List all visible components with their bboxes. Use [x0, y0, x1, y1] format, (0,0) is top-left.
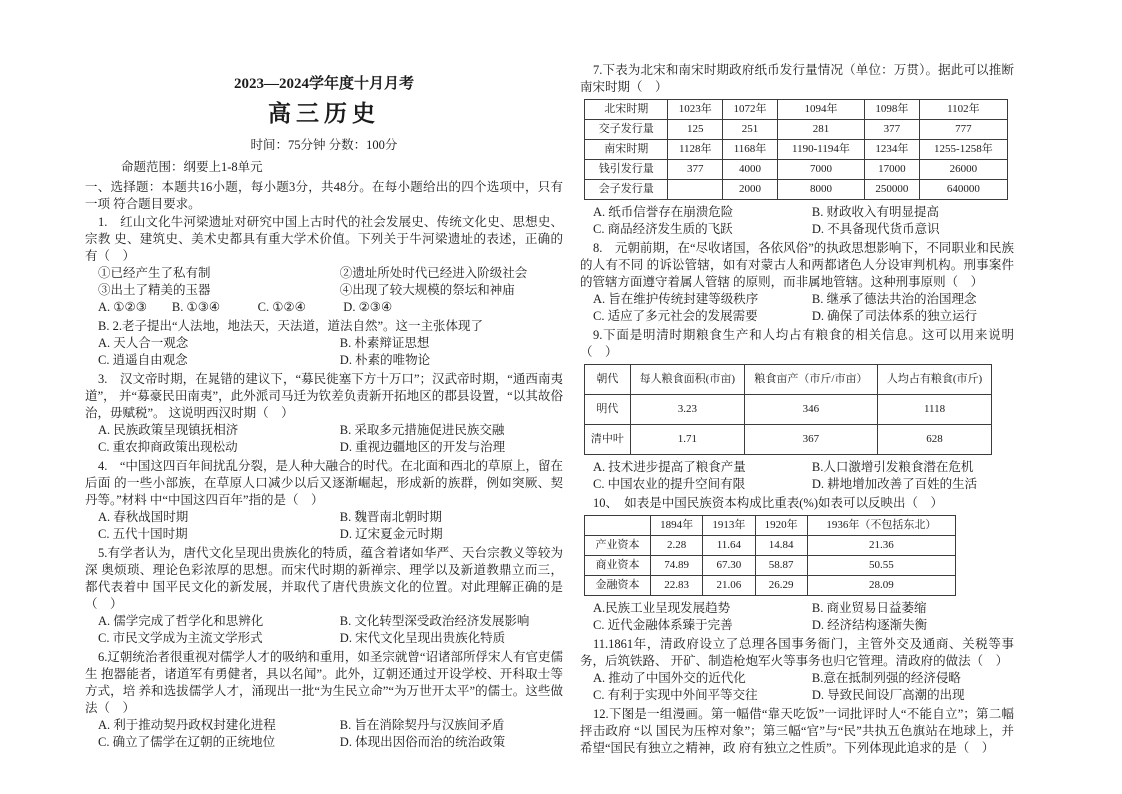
table-row	[585, 576, 956, 596]
option: A. 旨在维护传统封建等级秩序	[593, 292, 759, 306]
option: B. 继承了德法共治的治国理念	[811, 292, 977, 306]
option: C. 商品经济发生质的飞跃	[593, 222, 733, 236]
option: ③出土了精美的玉器	[98, 283, 211, 297]
option-row	[85, 422, 563, 439]
option: ①已经产生了私有制	[98, 266, 211, 280]
option: A. 民族政策呈现镇抚相济	[98, 423, 239, 437]
question-4	[85, 458, 563, 543]
table-row	[585, 140, 1008, 160]
option: A. 利于推动契丹政权封建化进程	[98, 718, 276, 732]
ming-qing-grain-table	[584, 364, 992, 455]
table-cell: 商业资本	[585, 556, 651, 576]
table-cell: 28.09	[807, 576, 955, 596]
option: B. 魏晋南北朝时期	[339, 510, 442, 524]
option-row	[85, 717, 563, 734]
option: D. 重视边疆地区的开发与治理	[339, 440, 506, 454]
table-row	[585, 120, 1008, 140]
question-2-stem: B. 2.老子提出“人法地，地法天，天法道，道法自然”。这一主张体现了	[98, 319, 484, 333]
table-cell: 1168年	[723, 140, 778, 160]
exam-time-score: 时间：75分钟 分数：100分	[250, 138, 398, 152]
question-9-options	[580, 459, 1014, 493]
table-cell	[668, 180, 723, 200]
exam-header	[85, 76, 563, 176]
question-5	[85, 545, 563, 647]
table-cell: 1098年	[865, 100, 920, 120]
question-7-stem: 7.下表为北宋和南宋时期政府纸币发行量情况（单位：万贯）。据此可以推断南宋时期（ ）	[580, 63, 1014, 94]
table-cell: 1023年	[668, 100, 723, 120]
table-cell: 人均占有粮食(市斤)	[878, 365, 992, 395]
table-cell: 628	[878, 425, 992, 455]
question-4-options	[85, 509, 563, 543]
table-cell: 367	[744, 425, 877, 455]
table-cell: 每人粮食面积(市亩)	[630, 365, 744, 395]
question-5-stem: 5.有学者认为，唐代文化呈现出贵族化的特质，蕴含着诸如华严、天台宗教义等较为深 奥烦琐、理论色彩浓厚的思想。而宋代时期的新禅宗、理学以及新道教鼎立而三，都代表着中 国平民文化的新发展，并取代了唐代贵族文化的位置。对此理解正确的是（ ）	[85, 546, 563, 611]
table-cell: 南宋时期	[585, 140, 668, 160]
question-11	[580, 636, 1014, 704]
option: ④出现了较大规模的祭坛和神庙	[339, 283, 515, 297]
question-10	[580, 495, 1014, 634]
table-cell: 67.30	[703, 556, 755, 576]
option: D. 宋代文化呈现出贵族化特质	[339, 631, 506, 645]
option-row	[85, 352, 563, 369]
question-11-options	[580, 670, 1014, 704]
option: B.意在抵制列强的经济侵略	[811, 671, 961, 685]
table-cell: 125	[668, 120, 723, 140]
table-cell: 金融资本	[585, 576, 651, 596]
option-row	[580, 687, 1014, 704]
table-cell: 26000	[919, 160, 1007, 180]
question-1-options	[85, 265, 563, 316]
table-cell: 346	[744, 395, 877, 425]
question-2	[85, 318, 563, 369]
question-9	[580, 327, 1014, 493]
option-row	[85, 335, 563, 352]
option-row	[580, 600, 1014, 617]
table-cell: 会子发行量	[585, 180, 668, 200]
table-cell: 1190-1194年	[777, 140, 864, 160]
question-10-stem: 10、 如表是中国民族资本构成比重表(%)如表可以反映出（ ）	[593, 496, 943, 510]
table-cell: 8000	[777, 180, 864, 200]
option: B. 财政收入有明显提高	[811, 205, 939, 219]
option-row	[85, 509, 563, 526]
question-9-stem: 9.下面是明清时期粮食生产和人均占有粮食的相关信息。这可以用来说明（ ）	[580, 328, 1014, 359]
exam-scope: 命题范围：纲要上1-8单元	[121, 160, 263, 174]
table-cell: 2000	[723, 180, 778, 200]
question-3	[85, 371, 563, 456]
question-6-stem: 6.辽朝统治者很重视对儒学人才的吸纳和重用，如圣宗就曾“诏诸部所俘宋人有官吏儒生 抱器能者，诸道军有勇健者，具以名闻”。此外，辽朝还通过开设学校、开科取士等方式，培 养和选拔儒学人才，涌现出一批“为生民立命”“为万世开太平”的儒士。这些做法（ ）	[85, 650, 563, 715]
left-column	[85, 0, 563, 753]
option: A. 纸币信誉存在崩溃危险	[593, 205, 734, 219]
option-row	[85, 734, 563, 751]
table-row	[585, 160, 1008, 180]
table-cell: 640000	[919, 180, 1007, 200]
option: B. 采取多元措施促进民族交融	[339, 423, 505, 437]
table-row	[585, 556, 956, 576]
table-cell: 北宋时期	[585, 100, 668, 120]
table-row	[585, 395, 992, 425]
option: B. 朴素辩证思想	[339, 336, 430, 350]
table-cell: 清中叶	[585, 425, 631, 455]
table-cell	[585, 516, 651, 536]
option: D. 导致民间设厂高潮的出现	[811, 688, 965, 702]
table-cell: 1102年	[919, 100, 1007, 120]
table-cell: 11.64	[703, 536, 755, 556]
option: C. 近代金融体系臻于完善	[593, 618, 733, 632]
option: C. 确立了儒学在辽朝的正统地位	[98, 735, 276, 749]
table-row	[585, 536, 956, 556]
option-row	[580, 204, 1014, 221]
option: C. 中国农业的提升空间有限	[593, 477, 746, 491]
option: A. 技术进步提高了粮食产量	[593, 460, 746, 474]
table-cell: 3.23	[630, 395, 744, 425]
table-cell: 1936年（不包括东北）	[807, 516, 955, 536]
table-cell: 377	[668, 160, 723, 180]
table-cell: 产业资本	[585, 536, 651, 556]
question-12-stem: 12.下图是一组漫画。第一幅借“靠天吃饭”一词批评时人“不能自立”；第二幅抨击政府 “以 国民为压榨对象”；第三幅“官”与“民”共执五色旗站在地球上，并希望“国民有独立之精神，政 府有独立之性质”。下列体现此追求的是（ ）	[580, 707, 1014, 755]
table-cell: 58.87	[755, 556, 807, 576]
table-cell: 交子发行量	[585, 120, 668, 140]
option: D. 辽宋夏金元时期	[339, 527, 443, 541]
question-12	[580, 706, 1014, 757]
table-cell: 7000	[777, 160, 864, 180]
exam-subject-title: 高三历史	[268, 101, 380, 126]
option: C. 适应了多元社会的发展需要	[593, 309, 758, 323]
question-7	[580, 62, 1014, 238]
table-cell: 251	[723, 120, 778, 140]
question-8	[580, 240, 1014, 325]
option-row	[580, 476, 1014, 493]
table-cell: 50.55	[807, 556, 955, 576]
table-cell: 17000	[865, 160, 920, 180]
table-cell: 1234年	[865, 140, 920, 160]
table-cell: 250000	[865, 180, 920, 200]
table-cell: 377	[865, 120, 920, 140]
table-cell: 21.36	[807, 536, 955, 556]
option: ②遗址所处时代已经进入阶级社会	[339, 266, 528, 280]
exam-session-title: 2023—2024学年度十月月考	[233, 76, 414, 92]
question-6	[85, 649, 563, 751]
question-1	[85, 214, 563, 316]
option: A. 儒学完成了哲学化和思辨化	[98, 614, 264, 628]
option-row	[85, 299, 563, 316]
option: A. 推动了中国外交的近代化	[593, 671, 746, 685]
option-row	[85, 613, 563, 630]
paper-money-issuance-table	[584, 99, 1008, 200]
table-row	[585, 100, 1008, 120]
option-row	[85, 526, 563, 543]
table-cell: 1118	[878, 395, 992, 425]
table-cell: 4000	[723, 160, 778, 180]
question-5-options	[85, 613, 563, 647]
question-7-options	[580, 204, 1014, 238]
option-row	[85, 630, 563, 647]
table-row	[585, 425, 992, 455]
question-1-stem: 1. 红山文化牛河梁遗址对研究中国上古时代的社会发展史、传统文化史、思想史、宗教 史、建筑史、美术史都具有重大学术价值。下列关于牛河梁遗址的表述，正确的有（ ）	[85, 215, 563, 263]
table-cell: 1.71	[630, 425, 744, 455]
table-cell: 14.84	[755, 536, 807, 556]
option-row	[85, 282, 563, 299]
table-cell: 1094年	[777, 100, 864, 120]
question-6-options	[85, 717, 563, 751]
option: D. 体现出因俗而治的统治政策	[339, 735, 506, 749]
question-2-options	[85, 335, 563, 369]
option-row	[580, 291, 1014, 308]
table-cell: 粮食亩产（市斤/市亩）	[744, 365, 877, 395]
option: A. 春秋战国时期	[98, 510, 189, 524]
table-cell: 74.89	[650, 556, 702, 576]
option: A.民族工业呈现发展趋势	[593, 601, 731, 615]
option: B.人口激增引发粮食潜在危机	[811, 460, 974, 474]
option: D. 朴素的唯物论	[339, 353, 431, 367]
table-cell: 281	[777, 120, 864, 140]
option: B. 商业贸易日益萎缩	[811, 601, 927, 615]
option-row	[85, 265, 563, 282]
question-4-stem: 4. “中国这四百年间扰乱分裂，是人种大融合的时代。在北面和西北的草原上，留在后面 的一些小部族，在草原人口减少以后又逐渐崛起，形成新的族群，例如突厥、契丹等。”材料 中“中国这四百年”指的是（ ）	[85, 459, 563, 507]
question-10-options	[580, 600, 1014, 634]
option: C. 逍遥自由观念	[98, 353, 188, 367]
option-row	[85, 439, 563, 456]
option: C. 市民文学成为主流文学形式	[98, 631, 263, 645]
option-row	[580, 617, 1014, 634]
table-cell: 1128年	[668, 140, 723, 160]
option: C. 五代十国时期	[98, 527, 188, 541]
table-cell: 22.83	[650, 576, 702, 596]
national-capital-composition-table	[584, 515, 956, 596]
question-8-stem: 8. 元朝前期，在“尽收诸国，各依风俗”的执政思想影响下，不同职业和民族的人有不同 的诉讼管辖，如有对蒙古人和两都诸色人分设审判机构。刑事案件的管辖方面遵守着属人管辖 的原则，而非属地管辖。这种刑事原则（ ）	[580, 241, 1014, 289]
table-cell: 钱引发行量	[585, 160, 668, 180]
option: C. 重农抑商政策出现松动	[98, 440, 238, 454]
table-cell: 2.28	[650, 536, 702, 556]
option-row	[580, 221, 1014, 238]
table-row	[585, 180, 1008, 200]
table-cell: 1255-1258年	[919, 140, 1007, 160]
table-cell: 26.29	[755, 576, 807, 596]
section-one-intro: 一、选择题：本题共16小题，每小题3分，共48分。在每小题给出的四个选项中，只有一项 符合题目要求。	[85, 180, 563, 211]
option: B. 文化转型深受政治经济发展影响	[339, 614, 530, 628]
option: A. 天人合一观念	[98, 336, 189, 350]
table-cell: 明代	[585, 395, 631, 425]
question-8-options	[580, 291, 1014, 325]
table-cell: 1072年	[723, 100, 778, 120]
table-cell: 21.06	[703, 576, 755, 596]
table-cell: 1920年	[755, 516, 807, 536]
table-row	[585, 365, 992, 395]
table-cell: 777	[919, 120, 1007, 140]
table-cell: 1894年	[650, 516, 702, 536]
question-11-stem: 11.1861年，清政府设立了总理各国事务衙门，主管外交及通商、关税等事务，后筑铁路、 开矿、制造枪炮军火等事务也归它管理。清政府的做法（ ）	[580, 637, 1014, 668]
option: D. 耕地增加改善了百姓的生活	[811, 477, 978, 491]
option: A. ①②③ B. ①③④ C. ①②④ D. ②③④	[98, 300, 393, 314]
option: D. 不具备现代货币意识	[811, 222, 940, 236]
option: C. 有利于实现中外间平等交往	[593, 688, 758, 702]
table-cell: 1913年	[703, 516, 755, 536]
option: D. 经济结构逐渐失衡	[811, 618, 928, 632]
question-3-stem: 3. 汉文帝时期，在晁错的建议下，“募民徙塞下方十万口”；汉武帝时期，“通西南夷道”， 并“募豪民田南夷”，此外派司马迁为钦差负责新开拓地区的郡县设置，“以其故俗治，毋赋税”。 这说明西汉时期（ ）	[85, 372, 563, 420]
table-row	[585, 516, 956, 536]
right-column	[580, 0, 1014, 759]
option: D. 确保了司法体系的独立运行	[811, 309, 978, 323]
option: B. 旨在消除契丹与汉族间矛盾	[339, 718, 505, 732]
option-row	[580, 670, 1014, 687]
table-cell: 朝代	[585, 365, 631, 395]
question-3-options	[85, 422, 563, 456]
option-row	[580, 459, 1014, 476]
option-row	[580, 308, 1014, 325]
